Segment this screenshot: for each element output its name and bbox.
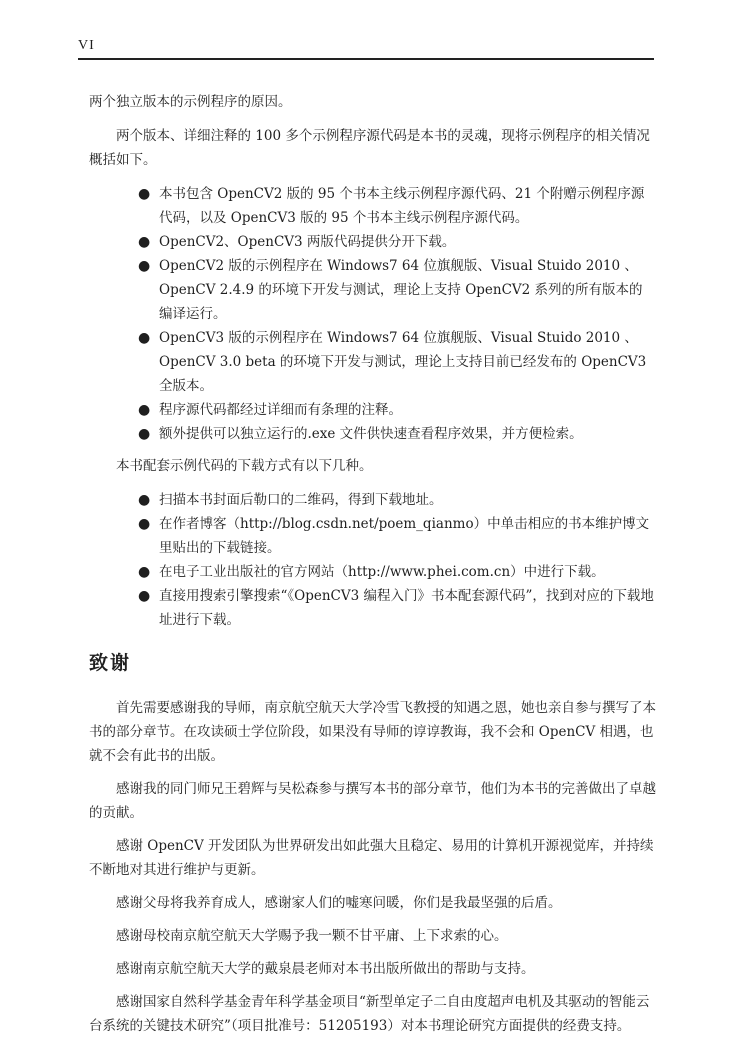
list-item xyxy=(138,254,656,326)
bullet-icon: ● xyxy=(138,516,151,532)
list-item-text: 程序源代码都经过详细而有条理的注释。 xyxy=(159,402,402,418)
bullet-icon: ● xyxy=(138,186,151,202)
ack-paragraph: 感谢南京航空航天大学的戴泉晨老师对本书出版所做出的帮助与支持。 xyxy=(116,961,535,977)
list-item xyxy=(138,560,656,584)
list-item-text: 在作者博客（http://blog.csdn.net/poem_qianmo）中单击相应的书本维护博文里贴出的下载链接。 xyxy=(159,516,650,556)
ack-paragraph: 感谢 OpenCV 开发团队为世界研发出如此强大且稳定、易用的计算机开源视觉库，并持续不断地对其进行维护与更新。 xyxy=(89,838,654,878)
download-methods-list xyxy=(116,488,656,632)
bullet-icon: ● xyxy=(138,330,151,346)
page-header xyxy=(78,36,654,60)
list-item-text: 直接用搜索引擎搜索“《OpenCV3 编程入门》书本配套源代码”，找到对应的下载地址进行下载。 xyxy=(159,588,654,628)
list-item xyxy=(138,584,656,632)
list-item-text: 本书包含 OpenCV2 版的 95 个书本主线示例程序源代码、21 个附赠示例程序源代码，以及 OpenCV3 版的 95 个书本主线示例程序源代码。 xyxy=(159,186,645,226)
page-body xyxy=(89,90,656,1047)
page-number: VI xyxy=(78,38,95,53)
bullet-icon: ● xyxy=(138,588,151,604)
list-item xyxy=(138,326,656,398)
ack-paragraph: 感谢母校南京航空航天大学赐予我一颗不甘平庸、上下求索的心。 xyxy=(116,928,508,944)
list-item-text: OpenCV2 版的示例程序在 Windows7 64 位旗舰版、Visual Stuido 2010 、OpenCV 2.4.9 的环境下开发与测试，理论上支持 OpenCV2 系列的所有版本的编译运行。 xyxy=(159,258,643,322)
bullet-icon: ● xyxy=(138,564,151,580)
list-item xyxy=(138,512,656,560)
ack-paragraph: 感谢国家自然科学基金青年科学基金项目“新型单定子二自由度超声电机及其驱动的智能云台系统的关键技术研究”（项目批准号：51205193）对本书理论研究方面提供的经费支持。 xyxy=(89,994,650,1034)
intro-continuation: 两个独立版本的示例程序的原因。 xyxy=(89,94,292,110)
list-item-text: 额外提供可以独立运行的.exe 文件供快速查看程序效果，并方便检索。 xyxy=(159,426,583,442)
ack-paragraph: 感谢父母将我养育成人，感谢家人们的嘘寒问暖，你们是我最坚强的后盾。 xyxy=(116,895,562,911)
bullet-icon: ● xyxy=(138,402,151,418)
list-item xyxy=(138,230,656,254)
download-intro: 本书配套示例代码的下载方式有以下几种。 xyxy=(116,458,373,474)
list-item-text: 在电子工业出版社的官方网站（http://www.phei.com.cn）中进行下载。 xyxy=(159,564,605,580)
bullet-icon: ● xyxy=(138,426,151,442)
list-item xyxy=(138,398,656,422)
bullet-icon: ● xyxy=(138,492,151,508)
intro-paragraph: 两个版本、详细注释的 100 多个示例程序源代码是本书的灵魂，现将示例程序的相关情况概括如下。 xyxy=(89,128,650,168)
list-item-text: OpenCV2、OpenCV3 两版代码提供分开下载。 xyxy=(159,234,456,250)
list-item-text: 扫描本书封面后勒口的二维码，得到下载地址。 xyxy=(159,492,443,508)
list-item xyxy=(138,182,656,230)
ack-paragraph: 首先需要感谢我的导师，南京航空航天大学冷雪飞教授的知遇之恩，她也亲自参与撰写了本书的部分章节。在攻读硕士学位阶段，如果没有导师的谆谆教诲，我不会和 OpenCV 相遇，也就不会有此书的出版。 xyxy=(89,700,656,764)
ack-paragraph: 感谢我的同门师兄王碧辉与吴松森参与撰写本书的部分章节，他们为本书的完善做出了卓越的贡献。 xyxy=(89,781,656,821)
section-heading: 致谢 xyxy=(89,652,132,674)
list-item xyxy=(138,422,656,446)
features-list xyxy=(116,182,656,446)
bullet-icon: ● xyxy=(138,234,151,250)
acknowledgements-section xyxy=(89,696,656,1038)
list-item xyxy=(138,488,656,512)
bullet-icon: ● xyxy=(138,258,151,274)
list-item-text: OpenCV3 版的示例程序在 Windows7 64 位旗舰版、Visual Stuido 2010 、OpenCV 3.0 beta 的环境下开发与测试，理论上支持目前已经发布的 OpenCV3 全版本。 xyxy=(159,330,647,394)
